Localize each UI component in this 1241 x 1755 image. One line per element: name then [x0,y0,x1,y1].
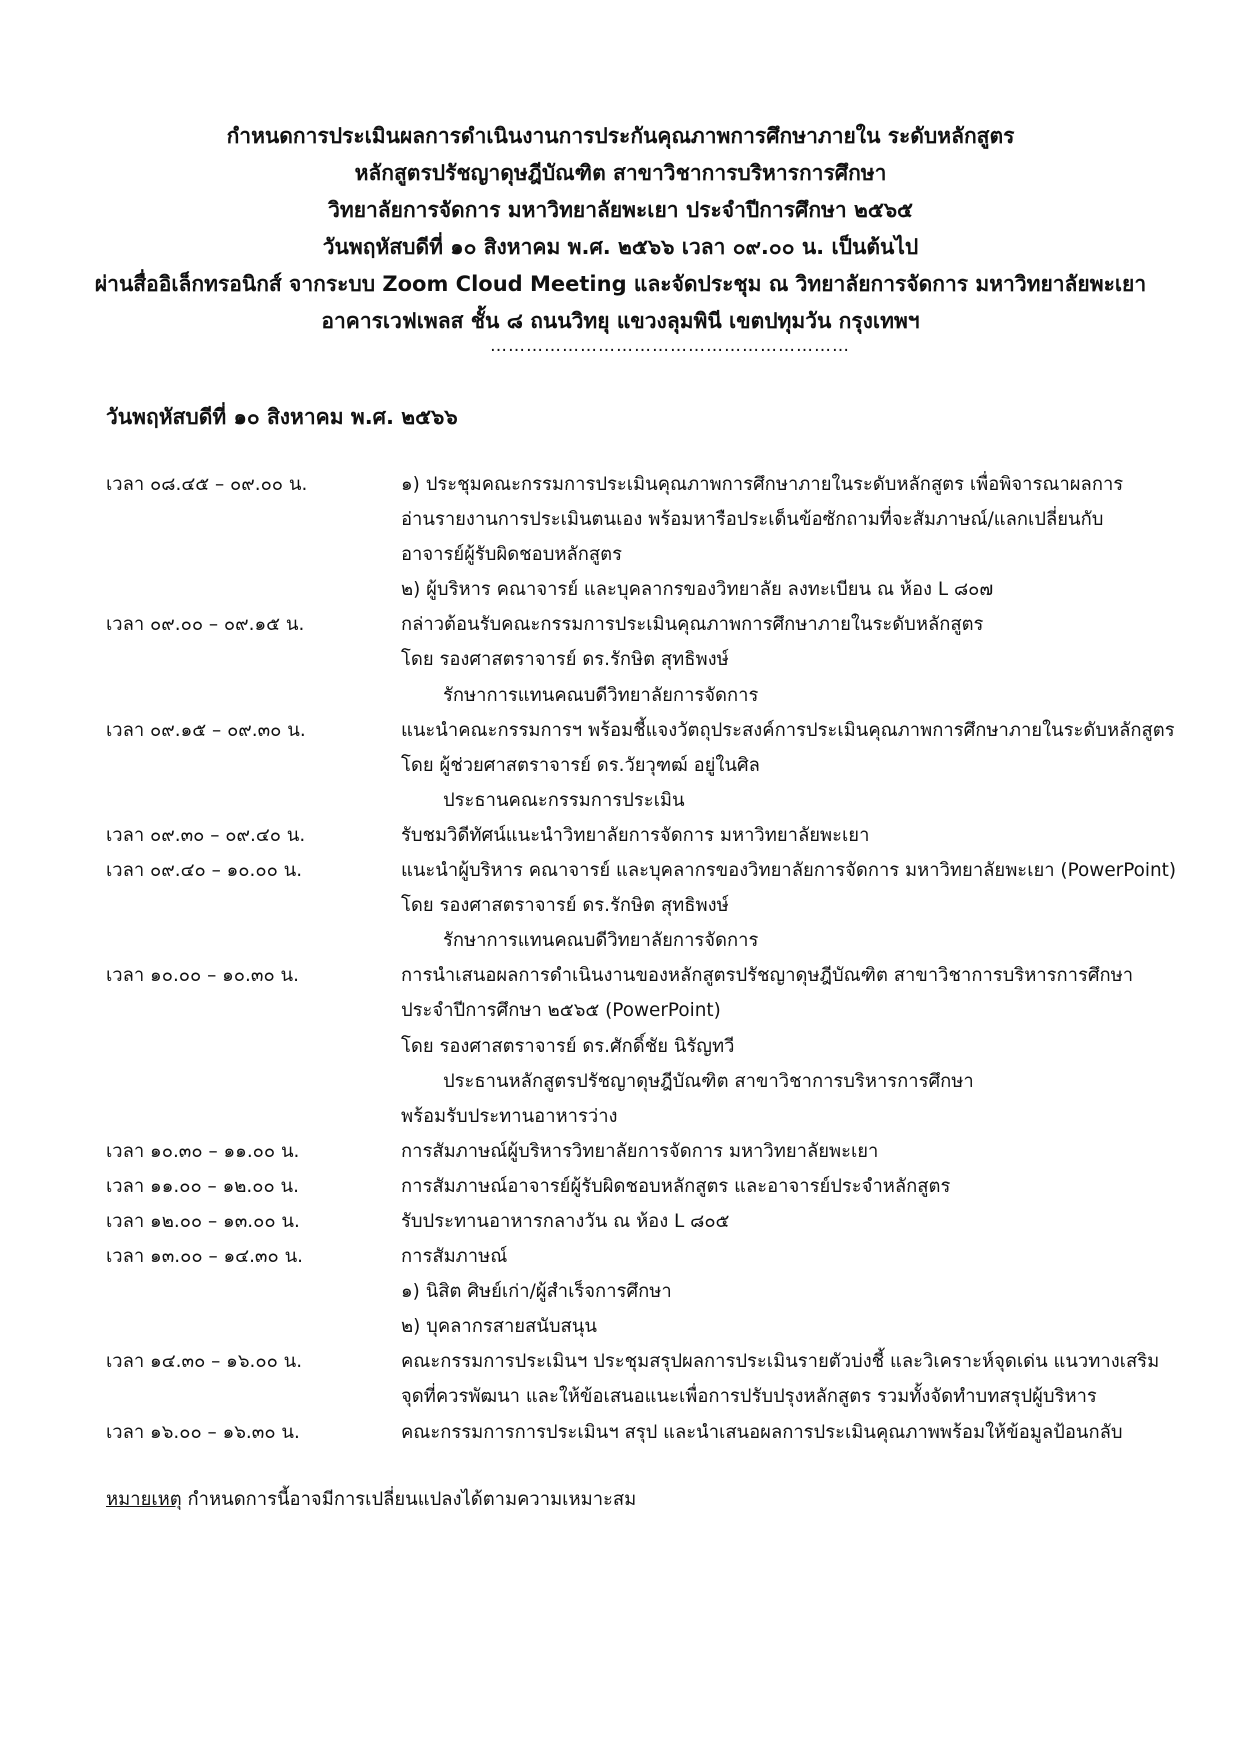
schedule-row [106,678,1196,713]
schedule-row [106,748,1196,783]
schedule-row [106,1204,1196,1239]
header-line-6: อาคารเวฟเพลส ชั้น ๘ ถนนวิทยุ แขวงลุมพินี เขตปทุมวัน กรุงเทพฯ [321,309,920,333]
footnote-label: หมายเหตุ [106,1489,182,1510]
schedule-text: รับประทานอาหารกลางวัน ณ ห้อง L ๘๐๕ [401,1210,730,1232]
header-line-1: กำหนดการประเมินผลการดำเนินงานการประกันคุณภาพการศึกษาภายใน ระดับหลักสูตร [226,124,1015,148]
schedule-row [106,537,1196,572]
schedule-text: คณะกรรมการการประเมินฯ สรุป และนำเสนอผลการประเมินคุณภาพพร้อมให้ข้อมูลป้อนกลับ [401,1421,1123,1443]
schedule-row [106,1134,1196,1169]
schedule-row [106,467,1196,502]
schedule-time: เวลา ๑๑.๐๐ – ๑๒.๐๐ น. [106,1175,299,1197]
document-header [60,118,1181,340]
schedule-time: เวลา ๑๖.๐๐ – ๑๖.๓๐ น. [106,1421,300,1443]
schedule-row [106,607,1196,642]
header-line-2: หลักสูตรปรัชญาดุษฎีบัณฑิต สาขาวิชาการบริหารการศึกษา [354,161,887,185]
footnote [106,1485,636,1515]
schedule-row [106,783,1196,818]
schedule-row [106,853,1196,888]
schedule-row [106,1029,1196,1064]
schedule-text: กล่าวต้อนรับคณะกรรมการประเมินคุณภาพการศึกษาภายในระดับหลักสูตร [401,614,984,636]
schedule-row [106,642,1196,677]
schedule-row [106,993,1196,1028]
schedule-row [106,713,1196,748]
schedule-text: ประธานคณะกรรมการประเมิน [443,789,685,811]
footnote-text: กำหนดการนี้อาจมีการเปลี่ยนแปลงได้ตามความเหมาะสม [181,1489,637,1510]
schedule-text: ๒) ผู้บริหาร คณาจารย์ และบุคลากรของวิทยาลัย ลงทะเบียน ณ ห้อง L ๘๐๗ [401,579,994,601]
schedule-text: การสัมภาษณ์อาจารย์ผู้รับผิดชอบหลักสูตร และอาจารย์ประจำหลักสูตร [401,1175,951,1197]
schedule-text: โดย รองศาสตราจารย์ ดร.รักษิต สุทธิพงษ์ [401,649,729,671]
schedule-row [106,1309,1196,1344]
schedule-time: เวลา ๑๔.๓๐ – ๑๖.๐๐ น. [106,1351,303,1373]
schedule-time: เวลา ๐๙.๔๐ – ๑๐.๐๐ น. [106,860,303,882]
schedule-list [106,467,1196,1450]
schedule-text: รักษาการแทนคณบดีวิทยาลัยการจัดการ [443,684,759,706]
schedule-text: ๑) นิสิต ศิษย์เก่า/ผู้สำเร็จการศึกษา [401,1281,672,1303]
header-line-3: วิทยาลัยการจัดการ มหาวิทยาลัยพะเยา ประจำปีการศึกษา ๒๕๖๕ [328,198,913,222]
schedule-time: เวลา ๑๐.๓๐ – ๑๑.๐๐ น. [106,1140,300,1162]
schedule-text: โดย รองศาสตราจารย์ ดร.ศักดิ์ชัย นิรัญทวี [401,1035,735,1057]
schedule-row [106,1099,1196,1134]
schedule-row [106,923,1196,958]
schedule-row [106,1344,1196,1379]
schedule-text: แนะนำผู้บริหาร คณาจารย์ และบุคลากรของวิทยาลัยการจัดการ มหาวิทยาลัยพะเยา (PowerPoint) [401,860,1177,882]
schedule-row [106,1274,1196,1309]
schedule-text: คณะกรรมการประเมินฯ ประชุมสรุปผลการประเมินรายตัวบ่งชี้ และวิเคราะห์จุดเด่น แนวทางเสริม [401,1351,1160,1373]
schedule-row [106,888,1196,923]
schedule-text: จุดที่ควรพัฒนา และให้ข้อเสนอแนะเพื่อการปรับปรุงหลักสูตร รวมทั้งจัดทำบทสรุปผู้บริหาร [401,1386,1097,1408]
schedule-row [106,1169,1196,1204]
schedule-row [106,818,1196,853]
schedule-text: ๑) ประชุมคณะกรรมการประเมินคุณภาพการศึกษาภายในระดับหลักสูตร เพื่อพิจารณาผลการ [401,474,1124,495]
schedule-text: อาจารย์ผู้รับผิดชอบหลักสูตร [401,544,622,566]
schedule-time: เวลา ๐๙.๓๐ – ๐๙.๔๐ น. [106,824,306,846]
schedule-text: ประจำปีการศึกษา ๒๕๖๕ (PowerPoint) [401,1000,721,1022]
schedule-row [106,958,1196,993]
schedule-time: เวลา ๐๘.๔๕ – ๐๙.๐๐ น. [106,474,308,495]
schedule-text: โดย รองศาสตราจารย์ ดร.รักษิต สุทธิพงษ์ [401,895,729,917]
header-line-5: ผ่านสื่ออิเล็กทรอนิกส์ จากระบบ Zoom Cloud Meeting และจัดประชุม ณ วิทยาลัยการจัดการ มหาวิทยาลัยพะเยา [94,272,1147,296]
schedule-text: แนะนำคณะกรรมการฯ พร้อมชี้แจงวัตถุประสงค์การประเมินคุณภาพการศึกษาภายในระดับหลักสูตร [401,719,1175,741]
schedule-text: พร้อมรับประทานอาหารว่าง [401,1105,618,1127]
day-heading: วันพฤหัสบดีที่ ๑๐ สิงหาคม พ.ศ. ๒๕๖๖ [106,405,458,429]
schedule-row [106,1239,1196,1274]
schedule-row [106,1064,1196,1099]
schedule-row [106,1379,1196,1414]
schedule-text: ประธานหลักสูตรปรัชญาดุษฎีบัณฑิต สาขาวิชาการบริหารการศึกษา [443,1070,974,1092]
schedule-text: โดย ผู้ช่วยศาสตราจารย์ ดร.วัยวุฑฒ์ อยู่ในศิล [401,754,760,776]
schedule-text: รับชมวิดีทัศน์แนะนำวิทยาลัยการจัดการ มหาวิทยาลัยพะเยา [401,824,870,846]
schedule-text: การสัมภาษณ์ผู้บริหารวิทยาลัยการจัดการ มหาวิทยาลัยพะเยา [401,1140,879,1162]
schedule-text: ๒) บุคลากรสายสนับสนุน [401,1316,597,1338]
schedule-text: อ่านรายงานการประเมินตนเอง พร้อมหารือประเด็นข้อซักถามที่จะสัมภาษณ์/แลกเปลี่ยนกับ [401,509,1104,531]
schedule-text: การนำเสนอผลการดำเนินงานของหลักสูตรปรัชญาดุษฎีบัณฑิต สาขาวิชาการบริหารการศึกษา [401,965,1134,987]
header-line-4: วันพฤหัสบดีที่ ๑๐ สิงหาคม พ.ศ. ๒๕๖๖ เวลา ๐๙.๐๐ น. เป็นต้นไป [322,235,919,259]
schedule-text: การสัมภาษณ์ [401,1246,508,1268]
header-divider-dots: …………………………………………………… [490,336,850,356]
schedule-row [106,502,1196,537]
schedule-row [106,1415,1196,1450]
schedule-time: เวลา ๑๒.๐๐ – ๑๓.๐๐ น. [106,1210,300,1232]
schedule-time: เวลา ๑๐.๐๐ – ๑๐.๓๐ น. [106,965,299,987]
schedule-row [106,572,1196,607]
schedule-time: เวลา ๐๙.๐๐ – ๐๙.๑๕ น. [106,614,305,636]
schedule-text: รักษาการแทนคณบดีวิทยาลัยการจัดการ [443,930,759,952]
schedule-time: เวลา ๐๙.๑๕ – ๐๙.๓๐ น. [106,719,306,741]
schedule-time: เวลา ๑๓.๐๐ – ๑๔.๓๐ น. [106,1246,303,1268]
